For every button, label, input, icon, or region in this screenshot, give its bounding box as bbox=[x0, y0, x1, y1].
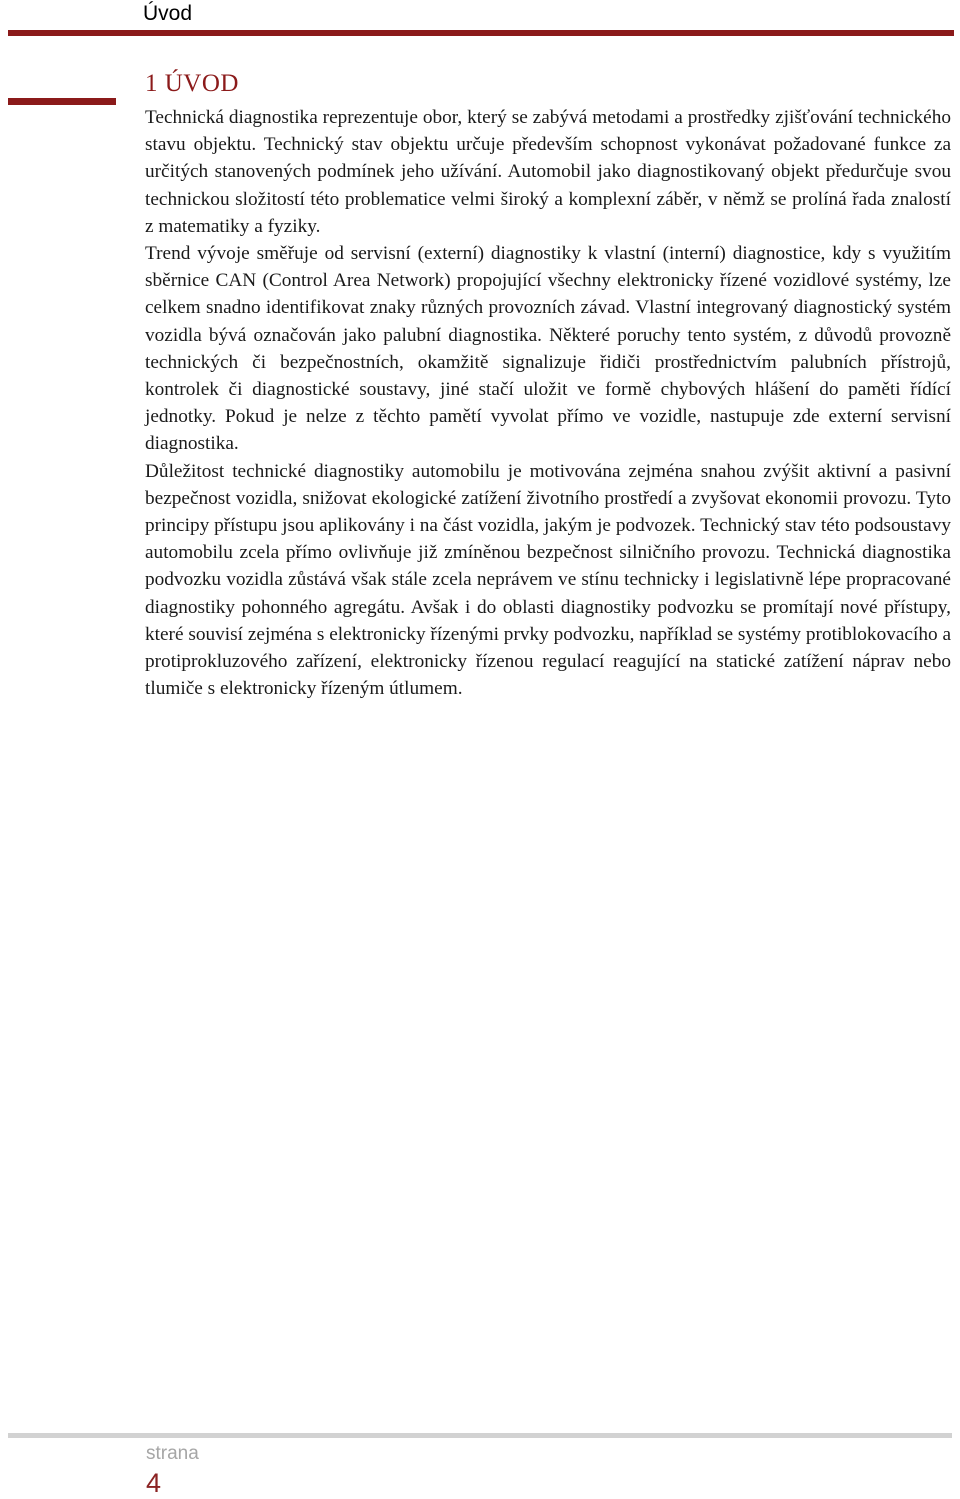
paragraph: Trend vývoje směřuje od servisní (externí) diagnostiky k vlastní (interní) diagnostice, kdy s využitím sběrnice CAN (Control Area Network) propojující všechny elektronicky řízené vozidlové systémy, lze celkem snadno identifikovat znaky různých provozních závad. Vlastní integrovaný diagnostický systém vozidla bývá označován jako palubní diagnostika. Některé poruchy tento systém, z důvodů provozně technických či bezpečnostních, okamžitě signalizuje řidiči prostřednictvím palubních přístrojů, kontrolek či diagnostické soustavy, jiné stačí uložit ve formě chybových hlášení do paměti řídící jednotky. Pokud je nelze z těchto pamětí vyvolat přímo ve vozidle, nastupuje zde externí servisní diagnostika. bbox=[145, 243, 951, 455]
running-header-title: Úvod bbox=[143, 2, 193, 25]
chapter-body bbox=[145, 104, 951, 702]
paragraph: Důležitost technické diagnostiky automobilu je motivována zejména snahou zvýšit aktivní a pasivní bezpečnost vozidla, snižovat ekologické zatížení životního prostředí a zvyšovat ekonomii provozu. Tyto principy přístupu jsou aplikovány i na část vozidla, jakým je podvozek. Technický stav této podsoustavy automobilu zcela přímo ovlivňuje již zmíněnou bezpečnost silničního provozu. Technická diagnostika podvozku vozidla zůstává však stále zcela neprávem ve stínu technicky i legislativně lépe propracované diagnostiky pohonného agregátu. Avšak i do oblasti diagnostiky podvozku se promítají nové přístupy, které souvisí zejména s elektronicky řízenými prvky podvozku, například se systémy protiblokovacího a protiprokluzového zařízení, elektronicky řízenou regulací reagující na statické zatížení náprav nebo tlumiče s elektronicky řízeným útlumem. bbox=[145, 460, 951, 700]
page-number: 4 bbox=[146, 1468, 162, 1498]
paragraph: Technická diagnostika reprezentuje obor, který se zabývá metodami a prostředky zjišťování technického stavu objektu. Technický stav objektu určuje především schopnost vykonávat požadované funkce za určitých stanovených podmínek jeho užívání. Automobil jako diagnostikovaný objekt předurčuje svou technickou složitostí této problematice velmi široký a komplexní záběr, v němž se prolíná řada znalostí z matematiky a fyziky. bbox=[145, 107, 951, 237]
footer-divider bbox=[8, 1433, 952, 1438]
chapter-margin-bar bbox=[8, 98, 116, 105]
page-label: strana bbox=[146, 1443, 199, 1464]
header-divider bbox=[8, 30, 954, 36]
chapter-title: 1 ÚVOD bbox=[145, 70, 239, 97]
